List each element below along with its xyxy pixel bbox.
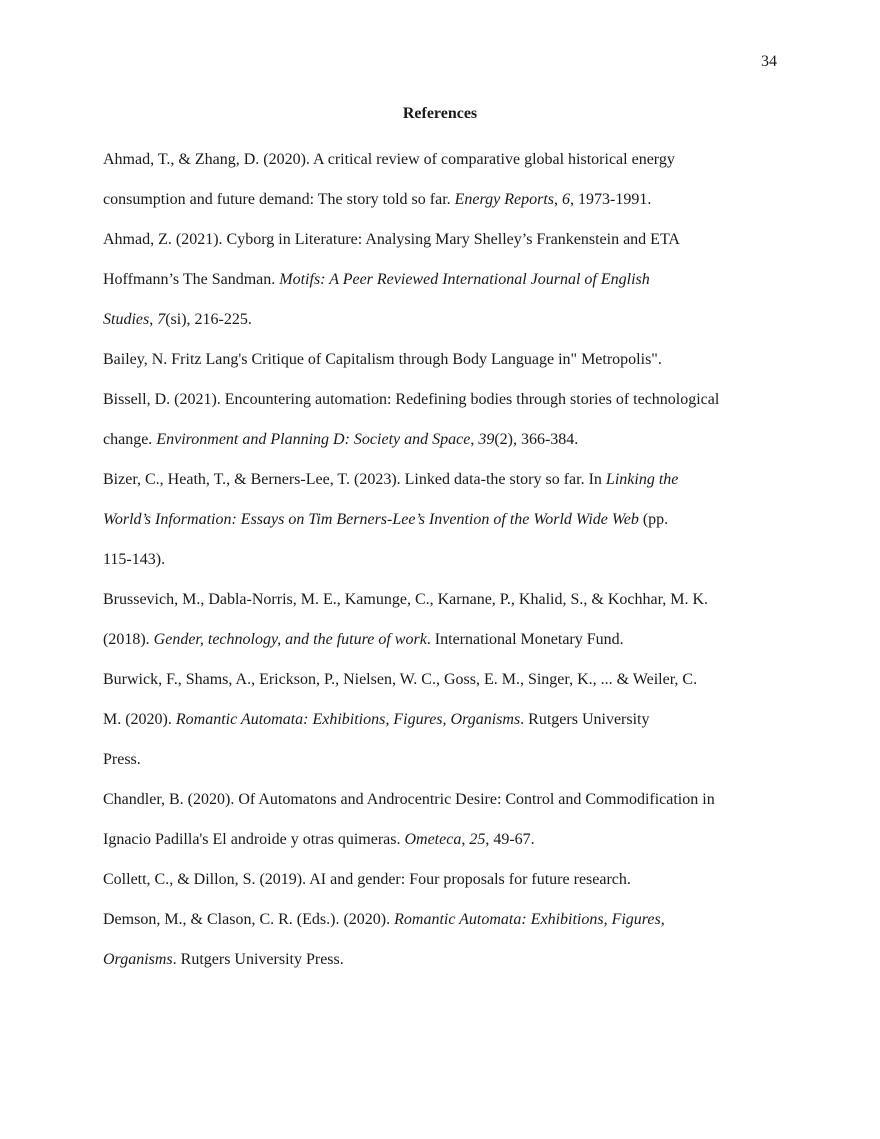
reference-italic-text: Motifs: A Peer Reviewed International Journal of English — [279, 271, 650, 288]
reference-text: Bailey, N. Fritz Lang's Critique of Capitalism through Body Language in" Metropolis". — [103, 351, 662, 368]
reference-text: Hoffmann’s The Sandman. — [103, 271, 280, 288]
reference-line — [103, 700, 783, 740]
reference-italic-text: Romantic Automata: Exhibitions, Figures, Organisms — [175, 711, 521, 728]
reference-entry — [103, 580, 783, 660]
page-number: 34 — [761, 53, 777, 70]
reference-text: Press. — [103, 751, 141, 768]
reference-line — [103, 500, 783, 540]
reference-italic-text: Gender, technology, and the future of work — [153, 631, 427, 648]
reference-text: , — [149, 311, 158, 328]
page-title: References — [402, 105, 478, 122]
reference-italic-text: Romantic Automata: Exhibitions, Figures, — [394, 911, 665, 928]
reference-text: Ahmad, T., & Zhang, D. (2020). A critical review of comparative global historical energy — [103, 151, 675, 168]
reference-line — [103, 420, 783, 460]
reference-line — [103, 540, 783, 580]
reference-line — [103, 580, 783, 620]
reference-text: , 1973-1991. — [570, 191, 652, 208]
reference-list — [103, 140, 783, 980]
reference-line — [103, 380, 783, 420]
reference-line — [103, 940, 783, 980]
reference-text: change. — [103, 431, 157, 448]
reference-text: Collett, C., & Dillon, S. (2019). AI and gender: Four proposals for future research. — [103, 871, 631, 888]
reference-line — [103, 780, 783, 820]
reference-text: Brussevich, M., Dabla-Norris, M. E., Kamunge, C., Karnane, P., Khalid, S., & Kochhar, M. K. — [103, 591, 709, 608]
reference-entry — [103, 340, 783, 380]
reference-entry — [103, 780, 783, 860]
reference-text: , — [554, 191, 563, 208]
reference-line — [103, 340, 783, 380]
reference-entry — [103, 860, 783, 900]
reference-italic-text: Linking the — [605, 471, 679, 488]
reference-text: M. (2020). — [103, 711, 176, 728]
reference-italic-text: Organisms — [103, 951, 173, 968]
reference-italic-text: 7 — [157, 311, 166, 328]
reference-line — [103, 220, 783, 260]
reference-text: consumption and future demand: The story told so far. — [103, 191, 455, 208]
reference-line — [103, 460, 783, 500]
reference-italic-text: Ometeca — [404, 831, 462, 848]
reference-line — [103, 140, 783, 180]
reference-line — [103, 820, 783, 860]
reference-line — [103, 900, 783, 940]
reference-text: (si), 216-225. — [165, 311, 252, 328]
reference-entry — [103, 220, 783, 340]
reference-text: (2), 366-384. — [494, 431, 579, 448]
reference-text: , — [461, 831, 470, 848]
reference-text: . Rutgers University Press. — [172, 951, 344, 968]
reference-line — [103, 660, 783, 700]
reference-italic-text: 6 — [562, 191, 571, 208]
reference-text: (2018). — [103, 631, 154, 648]
reference-text: Demson, M., & Clason, C. R. (Eds.). (2020). — [103, 911, 395, 928]
reference-text: 115-143). — [103, 551, 166, 568]
reference-italic-text: 39 — [478, 431, 495, 448]
reference-italic-text: World’s Information: Essays on Tim Berners-Lee’s Invention of the World Wide Web — [103, 511, 639, 528]
reference-text: . International Monetary Fund. — [426, 631, 624, 648]
reference-text: , 49-67. — [485, 831, 535, 848]
reference-line — [103, 260, 783, 300]
reference-text: Burwick, F., Shams, A., Erickson, P., Nielsen, W. C., Goss, E. M., Singer, K., ... & Weiler, C. — [103, 671, 698, 688]
reference-line — [103, 180, 783, 220]
reference-italic-text: Environment and Planning D: Society and Space — [156, 431, 471, 448]
reference-entry — [103, 900, 783, 980]
reference-text: Bizer, C., Heath, T., & Berners-Lee, T. (2023). Linked data-the story so far. In — [103, 471, 606, 488]
reference-line — [103, 860, 783, 900]
reference-entry — [103, 460, 783, 580]
reference-text: (pp. — [638, 511, 669, 528]
reference-line — [103, 620, 783, 660]
reference-italic-text: Energy Reports — [454, 191, 555, 208]
reference-entry — [103, 660, 783, 780]
reference-text: Chandler, B. (2020). Of Automatons and Androcentric Desire: Control and Commodification in — [103, 791, 715, 808]
reference-text: Ahmad, Z. (2021). Cyborg in Literature: Analysing Mary Shelley’s Frankenstein and ETA — [103, 231, 680, 248]
reference-text: Ignacio Padilla's El androide y otras quimeras. — [103, 831, 405, 848]
reference-line — [103, 740, 783, 780]
reference-entry — [103, 140, 783, 220]
reference-text: . Rutgers University — [520, 711, 650, 728]
reference-entry — [103, 380, 783, 460]
reference-line — [103, 300, 783, 340]
reference-text: , — [470, 431, 479, 448]
reference-italic-text: 25 — [469, 831, 486, 848]
reference-italic-text: Studies — [103, 311, 150, 328]
reference-text: Bissell, D. (2021). Encountering automation: Redefining bodies through stories of technological — [103, 391, 720, 408]
